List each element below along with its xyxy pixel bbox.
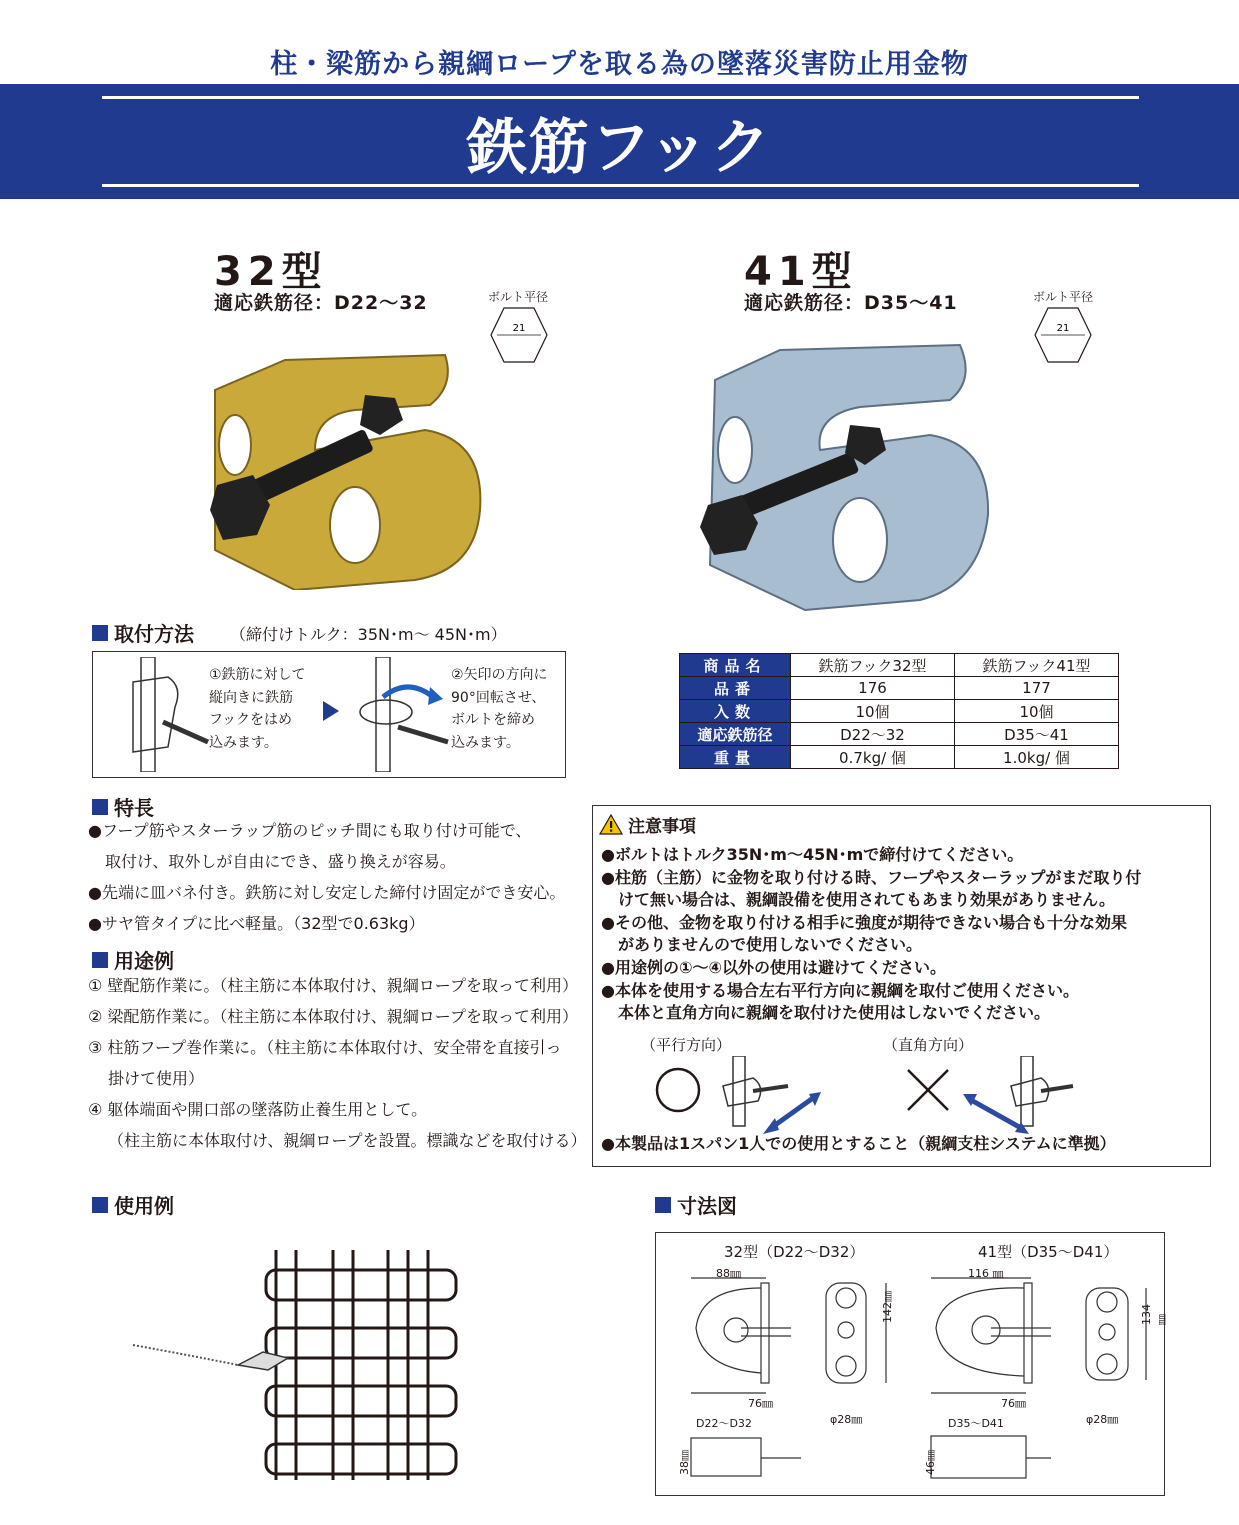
list-item: がありませんので使用しないでください。 [618,935,923,955]
title-banner [0,84,1239,199]
list-item: ② 梁配筋作業に。（柱主筋に本体取付け、親綱ロープを取って利用） [88,1007,578,1026]
table-row: 商品名 鉄筋フック32型 鉄筋フック41型 [680,654,1119,677]
parallel-diagram [653,1056,893,1136]
list-item: ●サヤ管タイプに比べ軽量。（32型で0.63kg） [88,914,425,933]
list-item: けて無い場合は、親綱設備を使用されてもあまり効果がありません。 [618,890,1115,910]
dim-41-rebar: D35～D41 [948,1417,1004,1430]
uses-list [88,970,587,1156]
list-item: ●先端に皿バネ付き。鉄筋に対し安定した締付け固定ができ安心。 [88,883,566,902]
usage-example-heading: 使用例 [92,1190,174,1219]
bolt-size-41: 21 [1056,323,1070,334]
list-item: （柱主筋に本体取付け、親綱ロープを設置。標識などを取付ける） [108,1131,587,1150]
bolt-size-32: 21 [512,323,526,334]
caution-title: 注意事項 [599,812,696,837]
hook-41-photo [690,325,990,615]
dim-41-hole: φ28㎜ [1086,1413,1119,1426]
list-item: ① 壁配筋作業に。（柱主筋に本体取付け、親綱ロープを取って利用） [88,976,578,995]
list-item: 本体と直角方向に親綱を取付けた使用はしないでください。 [618,1003,1051,1023]
install-step2-text: ②矢印の方向に 90°回転させ、 ボルトを締め 込みます。 [451,667,548,751]
dim-32-rebar: D22～D32 [696,1417,752,1430]
dim-41-width: 116 ㎜ [968,1267,1004,1280]
dim-41-thick: 46㎜ [924,1450,937,1475]
hook-32-photo [195,330,495,590]
model-32-bolt-label: ボルト平径 [488,290,549,304]
dim-41-drawing [926,1268,1156,1493]
section-marker-icon [92,799,108,815]
caution-box [592,805,1211,1167]
table-row: 重量 0.7kg/ 個 1.0kg/ 個 [680,746,1119,769]
next-arrow-icon [321,699,341,723]
model-41-title: 41型 [744,249,858,295]
ok-circle-icon [657,1069,699,1111]
banner-rule-top [102,96,1139,99]
dimension-drawing-box [655,1232,1168,1496]
bolt-hex-icon [489,306,549,364]
dim-41-height: 134㎜ [1140,1304,1168,1325]
model-32-title: 32型 [214,249,328,295]
install-heading: 取付方法 [92,618,194,647]
model-41-rebar: 適応鉄筋径：D35～41 [744,292,958,314]
install-torque: （締付けトルク：35N･m～ 45N･m） [230,625,507,644]
list-item: ●本体を使用する場合左右平行方向に親綱を取付ご使用ください。 [601,980,1079,1000]
parallel-label: （平行方向） [641,1036,732,1054]
model-41-bolt-label: ボルト平径 [1033,290,1094,304]
install-step2-diagram [348,657,458,772]
uses-heading: 用途例 [92,945,174,974]
list-item: ●ボルトはトルク35N･m～45N･mで締付けてください。 [601,845,1024,864]
usage-example-illustration [128,1250,468,1480]
dimensions-heading: 寸法図 [655,1190,737,1219]
dim-32-base: 76㎜ [748,1397,773,1410]
dim-32-height: 142㎜ [881,1291,894,1323]
caution-footer: ●本製品は1スパン1人での使用とすること（親綱支柱システムに準拠） [601,1134,1116,1153]
install-steps-box [92,651,566,778]
section-marker-icon [92,952,108,968]
bolt-hex-icon [1033,306,1093,364]
list-item: ●フープ筋やスターラップ筋のピッチ間にも取り付け可能で、 [88,821,532,840]
warning-icon [599,814,623,835]
dim-32-width: 88㎜ [716,1267,741,1280]
dim-32-title: 32型（D22～D32） [724,1243,865,1261]
dim-32-hole: φ28㎜ [830,1413,863,1426]
page-subtitle: 柱・梁筋から親綱ロープを取る為の墜落災害防止用金物 [270,49,969,80]
install-step1-text: ①鉄筋に対して 縦向きに鉄筋 フックをはめ 込みます。 [209,667,306,751]
section-marker-icon [655,1197,671,1213]
banner-rule-bottom [102,184,1139,187]
spec-table [679,653,1119,769]
features-list [88,815,583,939]
dim-32-thick: 38㎜ [678,1450,691,1475]
list-item: 掛けて使用） [108,1069,205,1088]
list-item: ●柱筋（主筋）に金物を取り付ける時、フープやスターラップがまだ取り付 [601,867,1142,887]
list-item: ③ 柱筋フープ巻作業に。（柱主筋に本体取付け、安全帯を直接引っ [88,1038,562,1057]
table-row: 適応鉄筋径 D22～32 D35～41 [680,723,1119,746]
model-32-rebar: 適応鉄筋径：D22～32 [214,292,428,314]
list-item: ●その他、金物を取り付ける相手に強度が期待できない場合も十分な効果 [601,912,1127,932]
table-row: 入数 10個 10個 [680,700,1119,723]
section-marker-icon [92,625,108,641]
dim-41-title: 41型（D35～D41） [978,1243,1119,1261]
list-item: 取付け、取外しが自由にでき、盛り換えが容易。 [105,852,456,871]
dim-32-drawing [686,1268,906,1493]
dim-41-base: 76㎜ [1001,1397,1026,1410]
section-marker-icon [92,1197,108,1213]
list-item: ●用途例の①～④以外の使用は避けてください。 [601,957,947,977]
install-step1-diagram [103,657,213,772]
list-item: ④ 躯体端面や開口部の墜落防止養生用として。 [88,1100,428,1119]
caution-list [601,844,1206,1025]
table-row: 品番 176 177 [680,677,1119,700]
page-title: 鉄筋フック [466,113,773,183]
features-heading: 特長 [92,792,154,821]
perpendicular-label: （直角方向） [883,1036,974,1054]
perpendicular-diagram [893,1056,1143,1136]
